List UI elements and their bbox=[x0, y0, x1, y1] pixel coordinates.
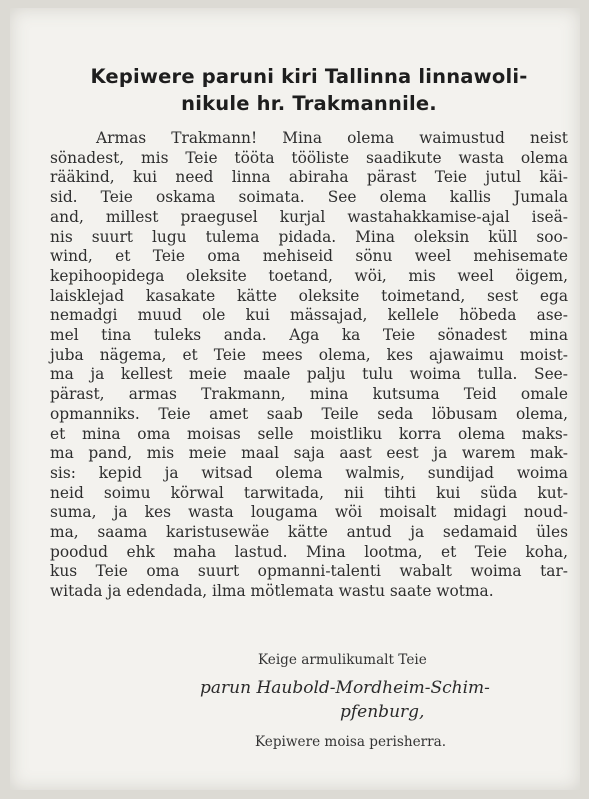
document-content bbox=[50, 63, 568, 602]
body-line: juba nägema, et Teie mees olema, kes ajawaimu moist- bbox=[50, 345, 568, 364]
document-title bbox=[50, 63, 568, 117]
body-line: witada ja edendada, ilma mötlemata wastu saate wotma. bbox=[50, 582, 494, 601]
body-line: ma ja kellest meie maale palju tulu woima tulla. See- bbox=[50, 365, 568, 384]
body-line: ma pand, mis meie maal saja aast eest ja warem mak- bbox=[50, 444, 568, 463]
body-line: pärast, armas Trakmann, mina kutsuma Teid omale bbox=[50, 385, 568, 404]
body-line: and, millest praegusel kurjal wastahakkamise-ajal iseä- bbox=[50, 207, 568, 226]
body-line: sis: kepid ja witsad olema walmis, sundijad woima bbox=[50, 463, 568, 482]
body-line: sönadest, mis Teie tööta tööliste saadikute wasta olema bbox=[50, 148, 568, 167]
title-line-2: nikule hr. Trakmannile. bbox=[181, 92, 437, 115]
body-line: suma, ja kes wasta lougama wöi moisalt midagi noud- bbox=[50, 503, 568, 522]
body-line: kepihoopidega oleksite toetand, wöi, mis weel öigem, bbox=[50, 266, 568, 285]
body-line: laisklejad kasakate kätte oleksite toimetand, sest ega bbox=[50, 286, 568, 305]
signature-line-2: pfenburg, bbox=[340, 702, 425, 722]
body-line: opmanniks. Teie amet saab Teile seda löbusam olema, bbox=[50, 404, 568, 423]
body-line: rääkind, kui need linna abiraha pärast Teie jutul käi- bbox=[50, 168, 568, 187]
title-line-1: Kepiwere paruni kiri Tallinna linnawoli- bbox=[90, 65, 528, 88]
document-page bbox=[10, 8, 580, 790]
body-line: kus Teie oma suurt opmanni-talenti wabalt woima tar- bbox=[50, 562, 568, 581]
body-line: ma, saama karistusewäe kätte antud ja sedamaid üles bbox=[50, 523, 568, 542]
body-line: poodud ehk maha lastud. Mina lootma, et Teie koha, bbox=[50, 542, 568, 561]
signature-line-1: parun Haubold-Mordheim-Schim- bbox=[200, 678, 490, 698]
body-line: nemadgi muud ole kui mässajad, kellele höbeda ase- bbox=[50, 306, 568, 325]
letter-body bbox=[50, 129, 568, 602]
body-line: nis suurt lugu tulema pidada. Mina oleksin küll soo- bbox=[50, 227, 568, 246]
body-line: neid soimu körwal tarwitada, nii tihti kui süda kut- bbox=[50, 483, 568, 502]
body-line: Armas Trakmann! Mina olema waimustud neist bbox=[96, 129, 568, 147]
body-line: sid. Teie oskama soimata. See olema kallis Jumala bbox=[50, 188, 568, 207]
body-line: et mina oma moisas selle moistliku korra olema maks- bbox=[50, 424, 568, 443]
body-line: mel tina tuleks anda. Aga ka Teie sönadest mina bbox=[50, 326, 568, 345]
signature-title: Kepiwere moisa perisherra. bbox=[255, 734, 447, 750]
body-line: wind, et Teie oma mehiseid sönu weel mehisemate bbox=[50, 247, 568, 266]
letter-closing: Keige armulikumalt Teie bbox=[258, 652, 427, 668]
